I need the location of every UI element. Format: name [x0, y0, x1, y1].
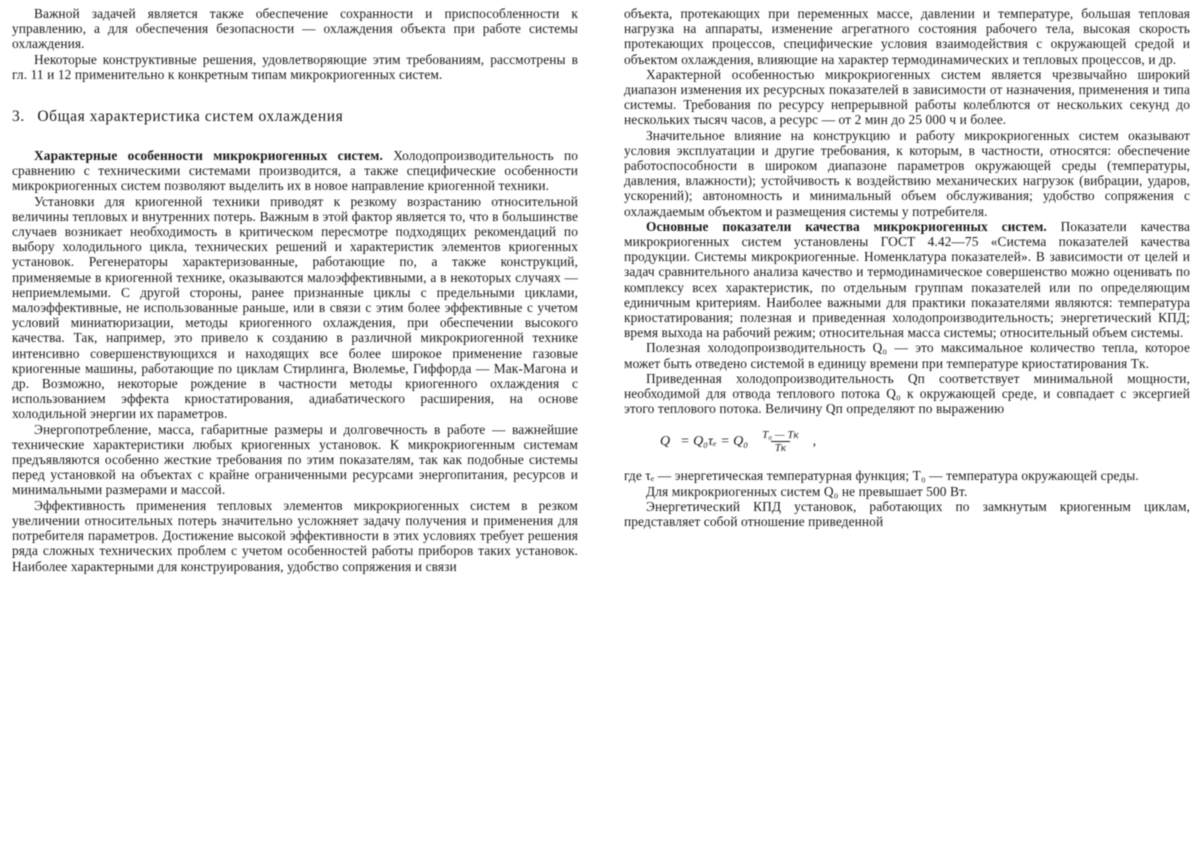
after-formula-paragraph-3: Энергетический КПД установок, работающих по замкнутым криогенным циклам, представляет собой отношение приведенной — [624, 498, 1190, 530]
section-heading — [12, 108, 578, 126]
right-paragraph-4 — [624, 219, 1190, 341]
intro-paragraph-1: Важной задачей является также обеспечение сохранности и приспособленности к управлению, а для обеспечения безопасности — охлаждения объекта при работе системы охлаждения. — [12, 6, 578, 52]
formula-fraction — [758, 430, 803, 454]
formula-tail: , — [812, 434, 817, 450]
paragraph-text: Энергопотребление, масса, габаритные размеры и долговечность в работе — важнейшие технические характеристики любых криогенных установок. К микрокриогенным системам предъявляются особенно жесткие требования по этим показателям, так как подобные системы перед установкой на объектах с крайне ограниченными ресурсами энергопитания, ресурсов и минимальными размерами и массой. — [12, 421, 578, 498]
right-paragraph-6: Приведенная холодопроизводительность Qп соответствует минимальной мощности, необходимой для отвода теплового потока Q₀ к окружающей среде, и совпадает с эксергией этого теплового потока. Величину Qп определяют по выражению — [624, 370, 1190, 417]
right-paragraph-5: Полезная холодопроизводительность Q₀ — это максимальное количество тепла, которое может быть отведено системой в единицу времени при температуре криостатирования Tк. — [624, 340, 1190, 371]
after-formula-paragraph-1: где τₑ — энергетическая температурная функция; T₀ — температура окружающей среды. — [624, 468, 1139, 484]
formula-block — [624, 430, 1190, 454]
right-paragraph-1: объекта, протекающих при переменных массе, давлении и температуре, большая тепловая нагрузка на аппараты, изменение агрегатного состояния рабочего тела, высокая скорость протекающих процессов, специфические условия взаимодействия с окружающей средой и объектом охлаждения, влияющие на характер термодинамических и тепловых процессов, и др. — [624, 6, 1190, 67]
section-paragraph-3 — [12, 422, 578, 498]
formula-lhs: Q — [660, 434, 671, 450]
section-number: 3. — [12, 108, 25, 126]
formula-numerator: T₀ — Tк — [762, 429, 799, 442]
right-paragraph-2: Характерной особенностью микрокриогенных систем является чрезвычайно широкий диапазон изменения их ресурсных показателей в зависимости от назначения, применения и типа системы. Требования по ресурсу непрерывной работы колеблются от нескольких секунд до нескольких тысяч часов, а ресурс — от 2 мин до 25 000 ч и более. — [624, 66, 1190, 128]
paragraph-runin-heading: Характерные особенности микрокриогенных систем. — [34, 148, 383, 164]
intro-paragraph-2: Некоторые конструктивные решения, удовлетворяющие этим требованиям, рассмотрены в гл. 11 и 12 применительно к конкретным типам микрокриогенных систем. — [12, 51, 578, 82]
formula-middle: = Q₀τₑ = Q₀ — [680, 434, 749, 450]
paragraph-text: Показатели качества микрокриогенных систем установлены ГОСТ 4.42—75 «Система показателей качества продукции. Системы микрокриогенные. Номенклатура показателей». В зависимости от целей и задач сравнительного анализа качество и термодинамическое совершенство можно оценивать по комплексу всех характеристик, по отдельным группам показателей или по определяющим единичным критериям. Наиболее важными для практики показателями являются: температура криостатирования; полезная и приведенная холодопроизводительность; энергетический КПД; время выхода на рабочий режим; относительная масса системы; относительный объем системы. — [624, 218, 1190, 341]
right-paragraph-3: Значительное влияние на конструкцию и работу микрокриогенных систем оказывают условия эксплуатации и другие требования, к которым, в частности, относятся: обеспечение работоспособности в широком диапазоне параметров окружающей среды (температуры, давления, влажности); устойчивость к воздействию механических нагрузок (вибрации, ударов, ускорений); автономность и минимальный объем обслуживания; удобство сопряжения с охлаждаемым объектом и размещения системы у потребителя. — [624, 127, 1190, 219]
section-paragraph-1 — [12, 148, 578, 194]
paragraph-text: Установки для криогенной техники приводят к резкому возрастанию относительной величины тепловых и внутренних потерь. Важным в этой фактор является то, что в большинстве случаев возникает необходимость в критическом пересмотре подходящих рекомендаций по выбору холодильного цикла, технических решений и характеристик элементов криогенных установок. Регенераторы характеризованные, работающие по, а также конструкций, применяемые в криогенной технике, оказываются малоэффективными, а в некоторых случаях — неприемлемыми. С другой стороны, ранее признанные циклы с предельными циклами, малоэффективные, не использованные раньше, или в связи с этим более эффективные с учетом условий миниатюризации, методы криогенного охлаждения, при обеспечении высокого качества. Так, например, это привело к созданию в различной микрокриогенной технике интенсивно совершенствующихся и находящих все более широкое применение газовые криогенные машины, работающие по циклам Стирлинга, Вюлемье, Гиффорда — Мак-Магона и др. Возможно, некоторые рождение в частности методы криогенного охлаждения с использованием эффекта криостатирования, адиабатического расширения, на основе холодильной энергии их параметров. — [12, 193, 578, 422]
paragraph-runin-heading: Основные показатели качества микрокриогенных систем. — [646, 218, 1047, 234]
section-title: Общая характеристика систем охлаждения — [37, 108, 344, 126]
section-paragraph-2 — [12, 194, 578, 422]
paragraph-text: Холодопроизводительность по сравнению с техническими системами производится, а также специфические особенности микрокриогенных систем позволяют выделить их в новое направление криогенной техники. — [12, 148, 578, 194]
right-column — [624, 6, 1190, 529]
after-formula-paragraph-2: Для микрокриогенных систем Q₀ не превышает 500 Вт. — [646, 483, 968, 499]
section-paragraph-4 — [12, 498, 578, 574]
paragraph-text: Эффективность применения тепловых элементов микрокриогенных систем в резком увеличении относительных потерь значительно усложняет задачу получения и применения для потребителя параметров. Достижение высокой эффективности в этих условиях требует решения ряда сложных технических проблем с учетом особенностей работы приборов таких установок. Наиболее характерными для конструирования, удобство сопряжения и связи — [12, 497, 578, 574]
formula-denominator: Tк — [771, 441, 790, 454]
left-column — [12, 6, 578, 574]
